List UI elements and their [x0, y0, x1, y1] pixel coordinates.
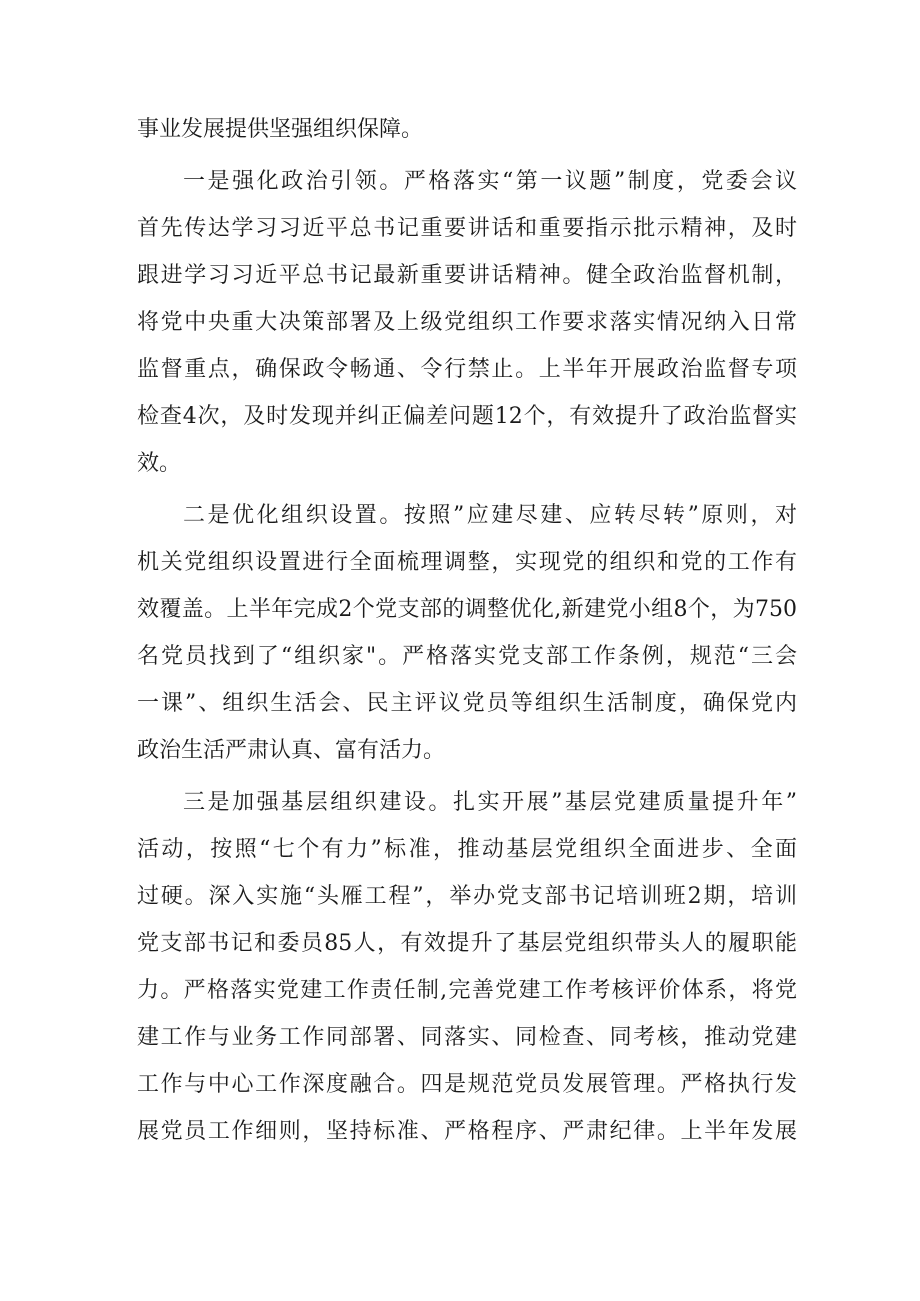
text-line: 建工作与业务工作同部署、同落实、同检查、同考核，推动党建 — [137, 1025, 797, 1050]
text-line: 工作与中心工作深度融合。四是规范党员发展管理。严格执行发 — [137, 1072, 797, 1097]
text-line: 力。严格落实党建工作责任制,完善党建工作考核评价体系，将党 — [137, 978, 797, 1003]
text-line: 党支部书记和委员85人，有效提升了基层党组织带头人的履职能 — [137, 931, 797, 956]
text-line: 一是强化政治引领。严格落实“第一议题”制度，党委会议 — [183, 169, 797, 194]
text-line: 效。 — [137, 451, 182, 476]
text-line: 政治生活严肃认真、富有活力。 — [137, 738, 446, 763]
text-line: 活动，按照“七个有力”标准，推动基层党组织全面进步、全面 — [137, 837, 797, 862]
text-line: 将党中央重大决策部署及上级党组织工作要求落实情况纳入日常 — [137, 310, 797, 335]
text-line: 首先传达学习习近平总书记重要讲话和重要指示批示精神，及时 — [137, 216, 797, 241]
text-line: 展党员工作细则，坚持标准、严格程序、严肃纪律。上半年发展 — [137, 1119, 797, 1144]
text-line: 检查4次，及时发现并纠正偏差问题12个，有效提升了政治监督实 — [137, 404, 797, 429]
text-line: 跟进学习习近平总书记最新重要讲话精神。健全政治监督机制， — [137, 263, 797, 288]
text-line: 一课”、组织生活会、民主评议党员等组织生活制度，确保党内 — [137, 691, 797, 716]
text-line: 过硬。深入实施“头雁工程”，举办党支部书记培训班2期，培训 — [137, 884, 797, 909]
text-line: 机关党组织设置进行全面梳理调整，实现党的组织和党的工作有 — [137, 550, 797, 575]
text-line: 三是加强基层组织建设。扎实开展”基层党建质量提升年” — [183, 790, 797, 815]
text-line: 名党员找到了“组织家"。严格落实党支部工作条例，规范“三会 — [137, 644, 797, 669]
text-line: 监督重点，确保政令畅通、令行禁止。上半年开展政治监督专项 — [137, 357, 797, 382]
text-line: 事业发展提供坚强组织保障。 — [137, 117, 424, 142]
text-line: 效覆盖。上半年完成2个党支部的调整优化,新建党小组8个，为750 — [137, 597, 797, 622]
text-line: 二是优化组织设置。按照”应建尽建、应转尽转”原则，对 — [183, 503, 797, 528]
